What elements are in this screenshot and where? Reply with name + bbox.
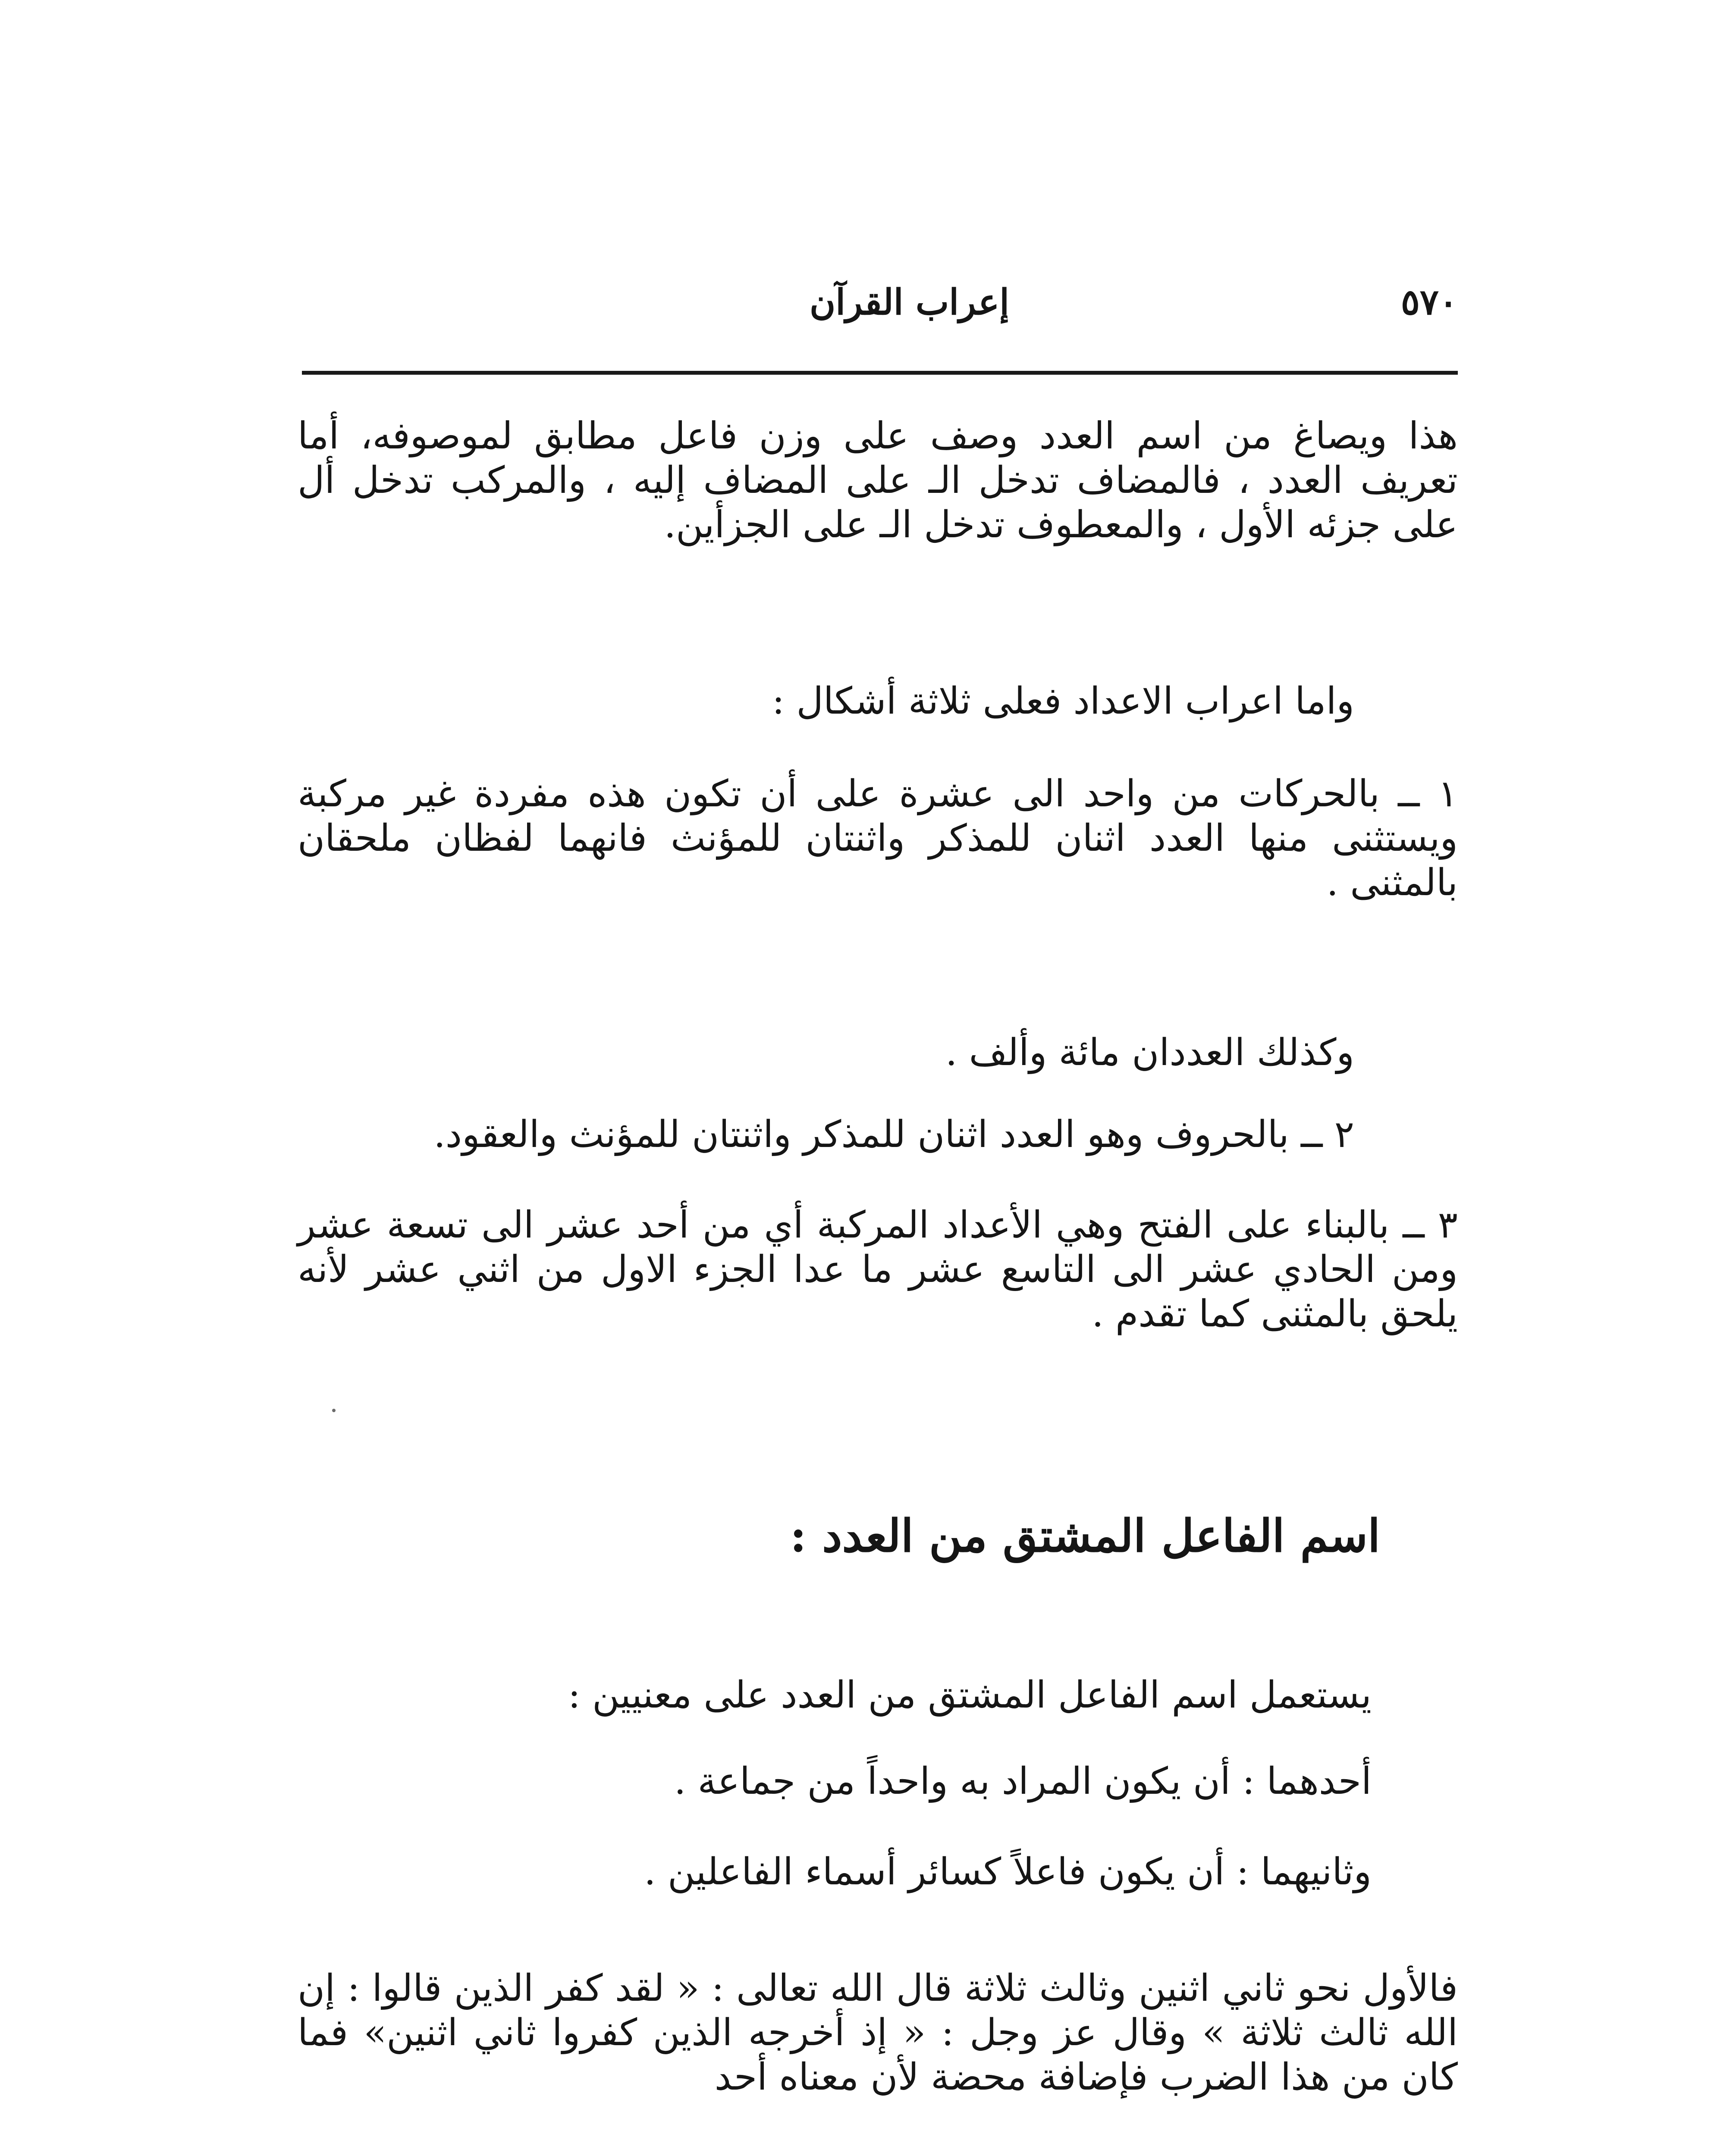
running-title: إعراب القرآن (810, 282, 1009, 323)
page-header (302, 282, 1458, 349)
paragraph-3: ٣ ــ بالبناء على الفتح وهي الأعداد المركبة أي من أحد عشر الى تسعة عشر ومن الحادي عشر الى التاسع عشر ما عدا الجزء الاول من اثني عشر لأنه يلحق بالمثنى كما تقدم . (298, 1203, 1458, 1336)
paragraph-6: وثانيهما : أن يكون فاعلاً كسائر أسماء الفاعلين . (644, 1850, 1372, 1893)
page-number: ٥٧٠ (1400, 282, 1458, 323)
paragraph-2: ٢ ــ بالحروف وهو العدد اثنان للمذكر واثنتان للمؤنث والعقود. (433, 1113, 1354, 1156)
paragraph-5: أحدهما : أن يكون المراد به واحداً من جماعة . (674, 1760, 1372, 1803)
paragraph-1: ١ ــ بالحركات من واحد الى عشرة على أن تكون هذه مفردة غير مركبة ويستثنى منها العدد اثنان للمذكر واثنتان للمؤنث فانهما لفظان ملحقان بالمثنى . (298, 772, 1458, 905)
paragraph-4: يستعمل اسم الفاعل المشتق من العدد على معنيين : (568, 1673, 1372, 1717)
paragraph-1b: وكذلك العددان مائة وألف . (945, 1031, 1354, 1074)
scan-speck (332, 1409, 336, 1412)
paragraph-7: فالأول نحو ثاني اثنين وثالث ثلاثة قال الله تعالى : « لقد كفر الذين قالوا : إن الله ثالث ثلاثة » وقال عز وجل : « إذ أخرجه الذين كفروا ثاني اثنين» فما كان من هذا الضرب فإضافة محضة لأن معناه أحد (298, 1967, 1458, 2099)
section-heading: اسم الفاعل المشتق من العدد : (790, 1509, 1380, 1562)
forms-title: واما اعراب الاعداد فعلى ثلاثة أشكال : (772, 680, 1354, 723)
intro-paragraph: هذا ويصاغ من اسم العدد وصف على وزن فاعل مطابق لموصوفه، أما تعريف العدد ، فالمضاف تدخل الـ على المضاف إليه ، والمركب تدخل أل على جزئه الأول ، والمعطوف تدخل الـ على الجزأين. (298, 414, 1458, 547)
header-rule (302, 371, 1458, 375)
